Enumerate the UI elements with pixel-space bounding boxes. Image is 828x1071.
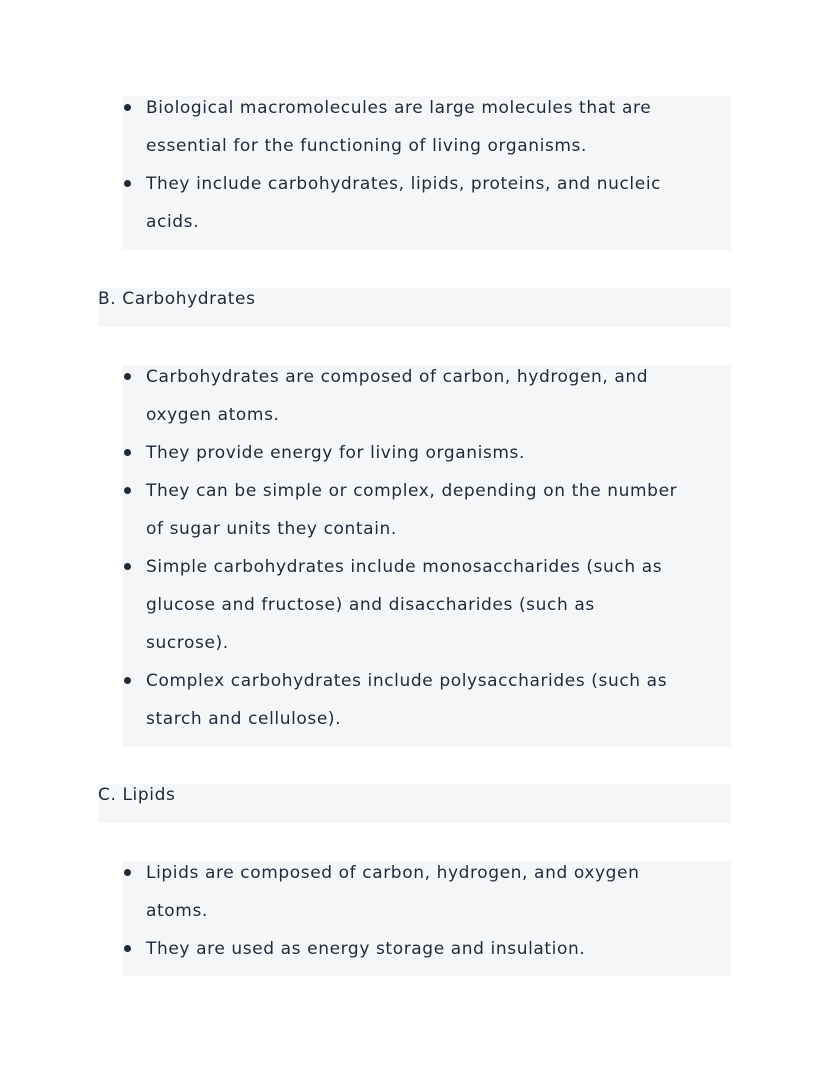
list-item-line: They include carbohydrates, lipids, proteins, and nucleic bbox=[146, 174, 662, 194]
list-item-line: They can be simple or complex, depending on the number bbox=[146, 481, 678, 501]
section-c-heading-block bbox=[98, 784, 731, 823]
bullet-icon bbox=[124, 373, 131, 380]
list-item-line: of sugar units they contain. bbox=[146, 519, 397, 539]
list-item-line: atoms. bbox=[146, 901, 208, 921]
bullet-icon bbox=[124, 449, 131, 456]
bullet-icon bbox=[124, 487, 131, 494]
list-item-line: Biological macromolecules are large molecules that are bbox=[146, 98, 652, 118]
list-item-line: Lipids are composed of carbon, hydrogen, and oxygen bbox=[146, 863, 640, 883]
list-item-line: glucose and fructose) and disaccharides (such as bbox=[146, 595, 595, 615]
section-b-heading-block bbox=[98, 288, 731, 327]
bullet-icon bbox=[124, 104, 131, 111]
bullet-icon bbox=[124, 563, 131, 570]
bullet-icon bbox=[124, 180, 131, 187]
list-item-line: They provide energy for living organisms. bbox=[146, 443, 526, 463]
bullet-icon bbox=[124, 945, 131, 952]
list-item-line: starch and cellulose). bbox=[146, 709, 342, 729]
list-item-line: Complex carbohydrates include polysaccharides (such as bbox=[146, 671, 668, 691]
list-item-line: Carbohydrates are composed of carbon, hydrogen, and bbox=[146, 367, 649, 387]
list-item-line: essential for the functioning of living organisms. bbox=[146, 136, 588, 156]
list-item-line: sucrose). bbox=[146, 633, 229, 653]
list-item-line: Simple carbohydrates include monosaccharides (such as bbox=[146, 557, 663, 577]
bullet-icon bbox=[124, 869, 131, 876]
list-item-line: acids. bbox=[146, 212, 200, 232]
section-heading: C. Lipids bbox=[98, 785, 176, 805]
section-heading: B. Carbohydrates bbox=[98, 289, 256, 309]
bullet-icon bbox=[124, 677, 131, 684]
list-item-line: oxygen atoms. bbox=[146, 405, 280, 425]
list-item-line: They are used as energy storage and insulation. bbox=[146, 939, 586, 959]
